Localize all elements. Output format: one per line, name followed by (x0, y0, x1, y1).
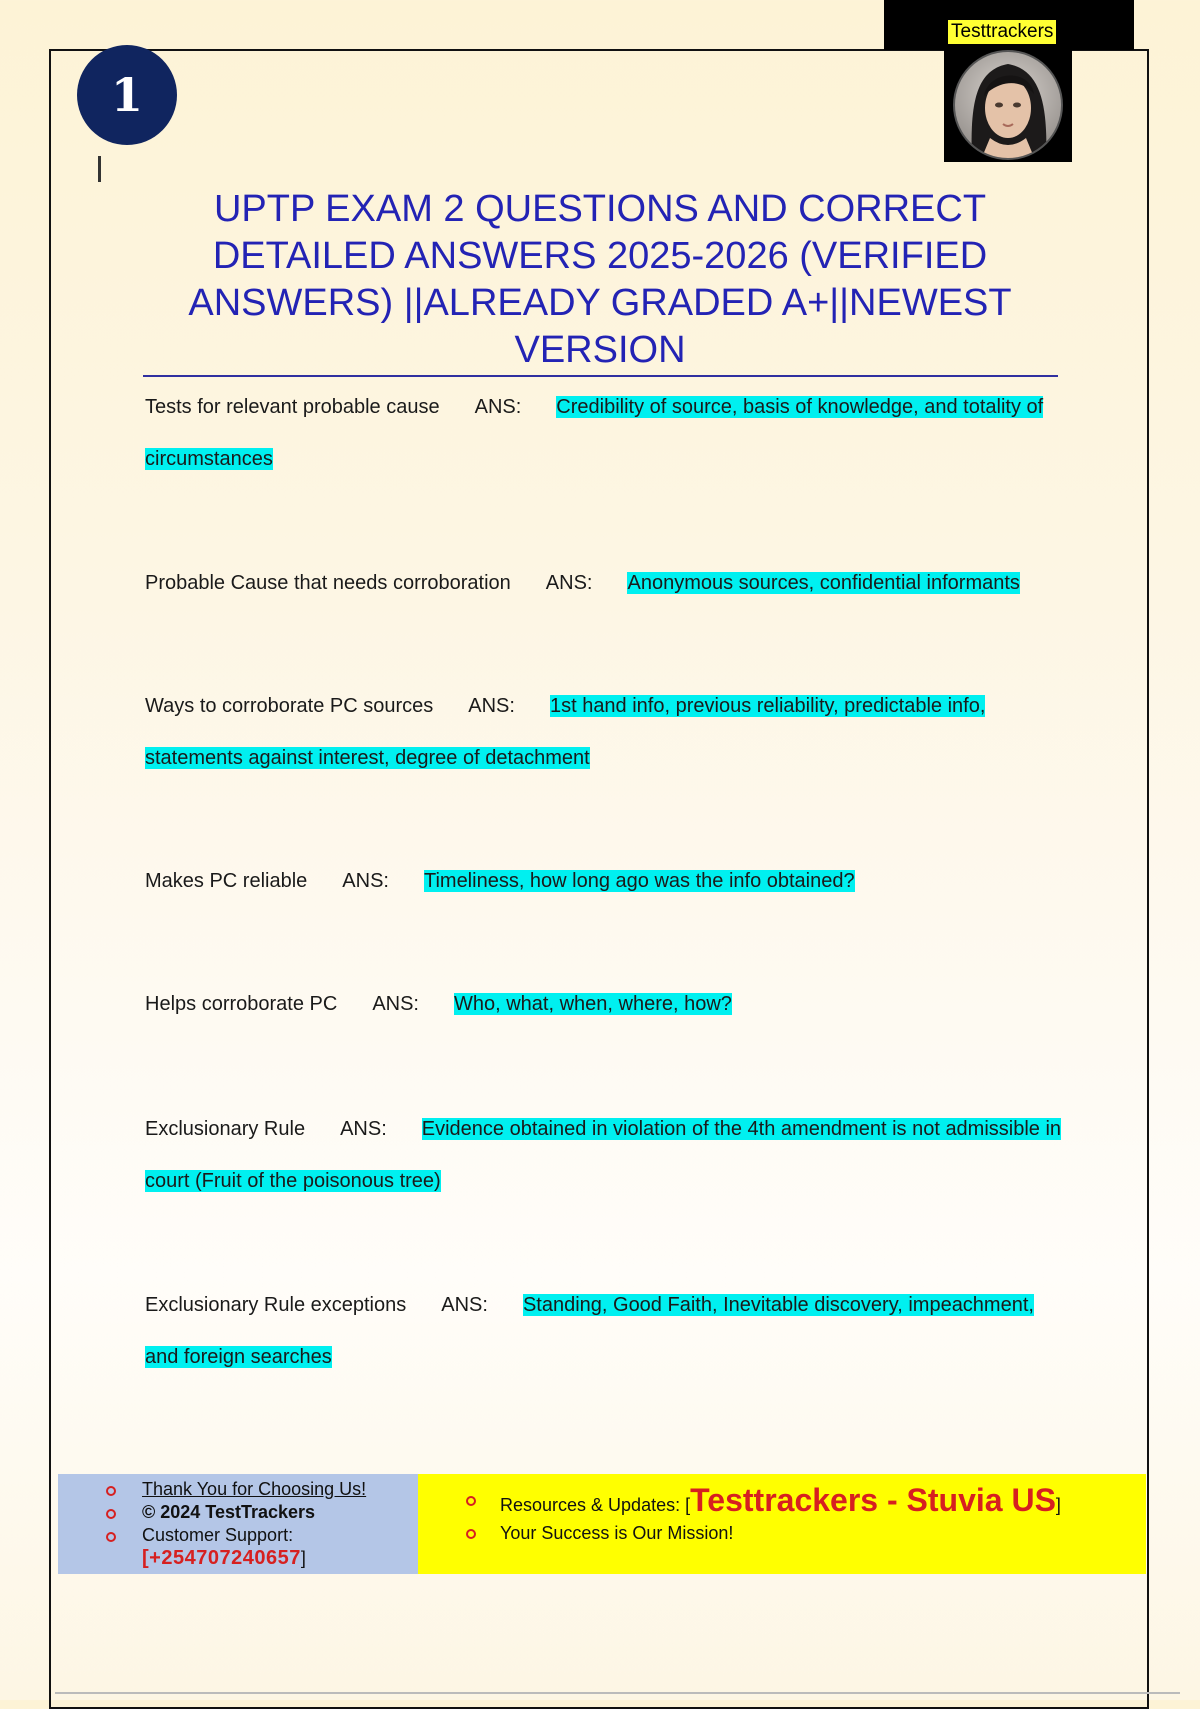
resources-open-bracket: [ (685, 1495, 691, 1515)
ans-label: ANS: (474, 396, 522, 418)
text-cursor (98, 156, 101, 182)
brand-label: Testtrackers (948, 20, 1056, 44)
bullet-icon (106, 1532, 116, 1542)
phone-close-bracket: ] (300, 1548, 306, 1568)
qa-item (145, 855, 1065, 907)
answer-text: Timeliness, how long ago was the info obtained? (423, 870, 855, 892)
footer-resources-panel (418, 1474, 1146, 1574)
footer-support-item (58, 1524, 418, 1570)
question-text: Exclusionary Rule exceptions (145, 1294, 407, 1316)
ans-label: ANS: (468, 695, 515, 717)
mission-text: Your Success is Our Mission! (500, 1523, 734, 1543)
qa-item (145, 1103, 1065, 1207)
question-text: Exclusionary Rule (145, 1118, 306, 1140)
ans-label: ANS: (545, 572, 593, 594)
avatar (944, 48, 1072, 162)
question-text: Probable Cause that needs corroboration (145, 572, 511, 594)
avatar-icon (944, 48, 1072, 162)
footer-banner (58, 1474, 1146, 1574)
qa-item (145, 1279, 1065, 1383)
bullet-icon (466, 1496, 476, 1506)
answer-text: 1st hand info, previous reliability, predictable info, statements against interest, degree of detachment (145, 695, 986, 769)
page-bottom-divider (55, 1692, 1180, 1694)
answer-text: Evidence obtained in violation of the 4th amendment is not admissible in court (Fruit of the poisonous tree) (145, 1118, 1062, 1192)
footer-mission-item (418, 1519, 1146, 1547)
qa-item (145, 978, 1065, 1030)
question-text: Helps corroborate PC (145, 993, 338, 1015)
ans-label: ANS: (441, 1294, 488, 1316)
phone-open-bracket: [ (142, 1547, 150, 1569)
bullet-icon (466, 1529, 476, 1539)
resources-label: Resources & Updates: (500, 1495, 681, 1515)
ans-label: ANS: (372, 993, 419, 1015)
support-label: Customer Support: (142, 1525, 294, 1545)
question-text: Ways to corroborate PC sources (145, 695, 434, 717)
question-text: Tests for relevant probable cause (145, 396, 440, 418)
footer-copyright-item (58, 1501, 418, 1524)
answer-text: Who, what, when, where, how? (454, 993, 732, 1015)
question-text: Makes PC reliable (145, 870, 308, 892)
qa-item (145, 557, 1065, 609)
resources-link[interactable]: Testtrackers - Stuvia US (690, 1482, 1056, 1518)
bullet-icon (106, 1509, 116, 1519)
thanks-link[interactable]: Thank You for Choosing Us! (142, 1479, 367, 1499)
page-number-badge: 1 (77, 45, 177, 145)
qa-item (145, 680, 1065, 784)
copyright-text: © 2024 TestTrackers (142, 1502, 316, 1522)
footer-thanks-item (58, 1478, 418, 1501)
bullet-icon (106, 1486, 116, 1496)
footer-resources-item (418, 1482, 1146, 1519)
answer-text: Standing, Good Faith, Inevitable discovery, impeachment, and foreign searches (145, 1294, 1034, 1368)
page-title: UPTP EXAM 2 QUESTIONS AND CORRECT DETAILED ANSWERS 2025-2026 (VERIFIED ANSWERS) ||ALREADY GRADED A+||NEWEST VERSION (188, 188, 1012, 371)
support-phone[interactable]: +254707240657 (149, 1547, 301, 1569)
ans-label: ANS: (342, 870, 389, 892)
answer-text: Credibility of source, basis of knowledge, and totality of circumstances (145, 396, 1044, 470)
footer-contact-panel (58, 1474, 418, 1574)
qa-item (145, 381, 1065, 485)
ans-label: ANS: (340, 1118, 387, 1140)
answer-text: Anonymous sources, confidential informants (627, 572, 1020, 594)
title-divider (143, 375, 1058, 377)
resources-close-bracket: ] (1055, 1495, 1061, 1515)
